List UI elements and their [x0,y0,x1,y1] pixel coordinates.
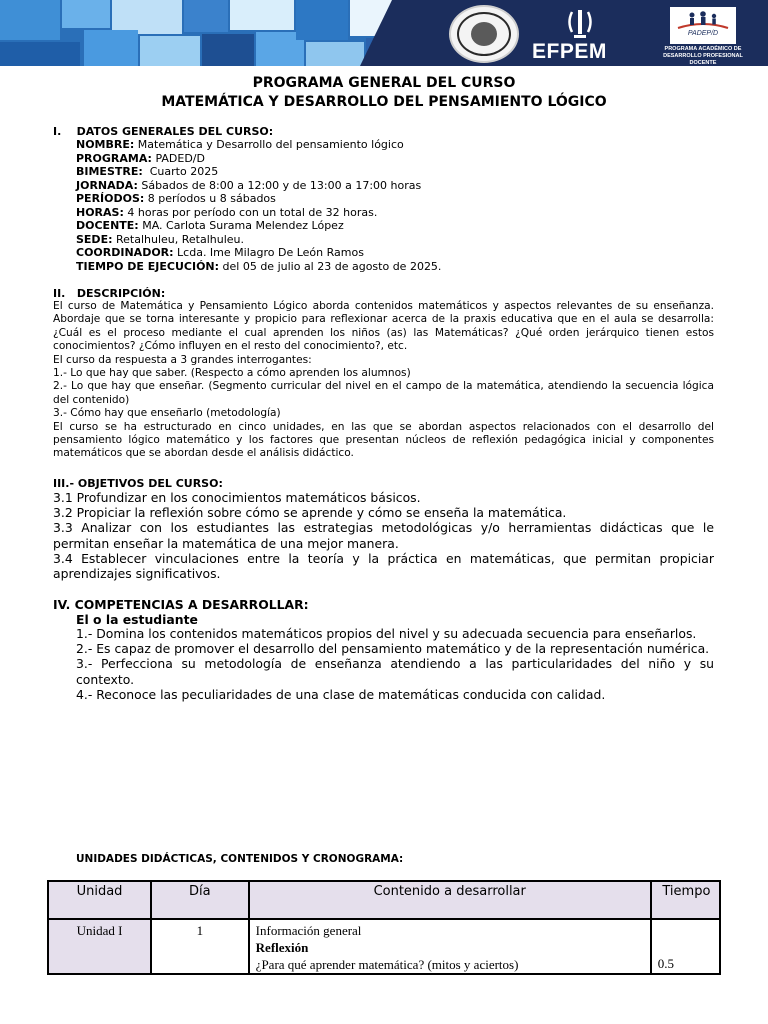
header-banner [0,0,768,66]
field-nombre: NOMBRE: Matemática y Desarrollo del pensamiento lógico [76,138,404,151]
field-docente: DOCENTE: MA. Carlota Surama Melendez López [76,219,344,232]
description-paragraph: El curso de Matemática y Pensamiento Lógico aborda contenidos matemáticos y aspectos relevantes de su enseñanza. Abordaje que se torna interesante y propicio para reflexionar acerca de la praxis educativa que en el aula se desarrolla: ¿Cuál es el proceso mediante el cual aprenden los niños (as) las Matemáticas? ¿Qué orden jerárquico tienen estos conocimientos? ¿Cómo influyen en el resto del conocimiento?, etc. [53,300,714,353]
university-seal-logo [449,5,519,63]
description-paragraph: El curso da respuesta a 3 grandes interrogantes: [53,353,312,366]
program-caption: PROGRAMA ACADÉMICO DE DESARROLLO PROFESIONAL DOCENTE [663,46,743,66]
description-list-item: 1.- Lo que hay que saber. (Respecto a cómo aprenden los alumnos) [53,367,411,380]
units-schedule-table [47,880,721,975]
objective-item: 3.4 Establecer vinculaciones entre la teoría y la práctica en matemáticas, que permitan propiciar aprendizajes significativos. [53,550,714,582]
field-horas: HORAS: 4 horas por período con un total de 32 horas. [76,205,378,219]
section-general-data-heading: I. DATOS GENERALES DEL CURSO: [53,125,274,138]
field-coordinador: COORDINADOR: Lcda. Ime Milagro De León Ramos [76,246,364,259]
header-day: Día [151,881,249,919]
header-unit: Unidad [48,881,151,919]
description-list-item: 3.- Cómo hay que enseñarlo (metodología) [53,407,281,420]
field-sede: SEDE: Retalhuleu, Retalhuleu. [76,232,245,246]
header-time: Tiempo [651,881,720,919]
cell-content [249,919,651,974]
content-line: ¿Para qué aprender matemática? (mitos y aciertos) [255,957,519,972]
banner-tiles-decoration [0,0,430,66]
cell-time: 0.5 [651,919,720,974]
competency-item: 2.- Es capaz de promover el desarrollo del pensamiento matemático y de la representación numérica. [76,641,710,657]
objectives-list [53,490,714,581]
objective-item: 3.2 Propiciar la reflexión sobre cómo se aprende y cómo se enseña la matemática. [53,505,567,521]
padep-people-icon [674,10,732,30]
section-objectives-heading: III.- OBJETIVOS DEL CURSO: [53,477,223,490]
cell-unit: Unidad I [48,919,151,974]
table-row [48,919,720,974]
field-periodos: PERÍODOS: 8 períodos u 8 sábados [76,192,276,205]
objective-item: 3.1 Profundizar en los conocimientos matemáticos básicos. [53,490,421,505]
field-tiempo-ejecucion: TIEMPO DE EJECUCIÓN: del 05 de julio al 23 de agosto de 2025. [76,259,442,273]
content-line-bold: Reflexión [255,940,309,955]
competency-item: 4.- Reconoce las peculiaridades de una clase de matemáticas conducida con calidad. [76,686,606,702]
competency-item: 3.- Perfecciona su metodología de enseñanza atendiendo a las particularidades del niño y su contexto. [76,656,714,687]
competencies-subheading: El o la estudiante [76,612,198,627]
description-list-item: 2.- Lo que hay que enseñar. (Segmento curricular del nivel en el campo de la matemática, atendiendo la secuencia lógica del contenido) [53,380,714,406]
section-description-heading: II. DESCRIPCIÓN: [53,287,166,300]
field-programa: PROGRAMA: PADED/D [76,151,205,165]
section-competencies-heading: IV. COMPETENCIAS A DESARROLLAR: [53,597,309,612]
competency-item: 1.- Domina los contenidos matemáticos propios del nivel y su adecuada secuencia para enseñarlos. [76,626,697,641]
course-title: MATEMÁTICA Y DESARROLLO DEL PENSAMIENTO LÓGICO [161,94,607,110]
section-units-heading: UNIDADES DIDÁCTICAS, CONTENIDOS Y CRONOGRAMA: [76,853,404,865]
description-body [53,300,714,461]
objective-item: 3.3 Analizar con los estudiantes las estrategias metodológicas y/o herramientas didácticas que le permitan enseñar la matemática de una mejor manera. [53,520,714,551]
padep-logo-text: PADEP/D [687,30,719,37]
header-content: Contenido a desarrollar [249,881,651,919]
document-title: PROGRAMA GENERAL DEL CURSO [252,75,516,91]
field-bimestre: BIMESTRE: Cuarto 2025 [76,165,219,178]
efpem-wordmark: EFPEM [532,40,607,63]
table-header-row [48,881,720,919]
content-line: Información general [255,923,362,938]
competencies-list [76,626,714,702]
description-paragraph: El curso se ha estructurado en cinco unidades, en las que se abordan aspectos relacionados con el desarrollo del pensamiento lógico matemático y los factores que presentan núcleos de reflexión pedagógica inicial y componentes matemáticos que se abordan desde el análisis didáctico. [53,420,714,460]
efpem-emblem-icon [566,8,594,40]
cell-day: 1 [151,919,249,974]
field-jornada: JORNADA: Sábados de 8:00 a 12:00 y de 13:00 a 17:00 horas [76,178,422,192]
